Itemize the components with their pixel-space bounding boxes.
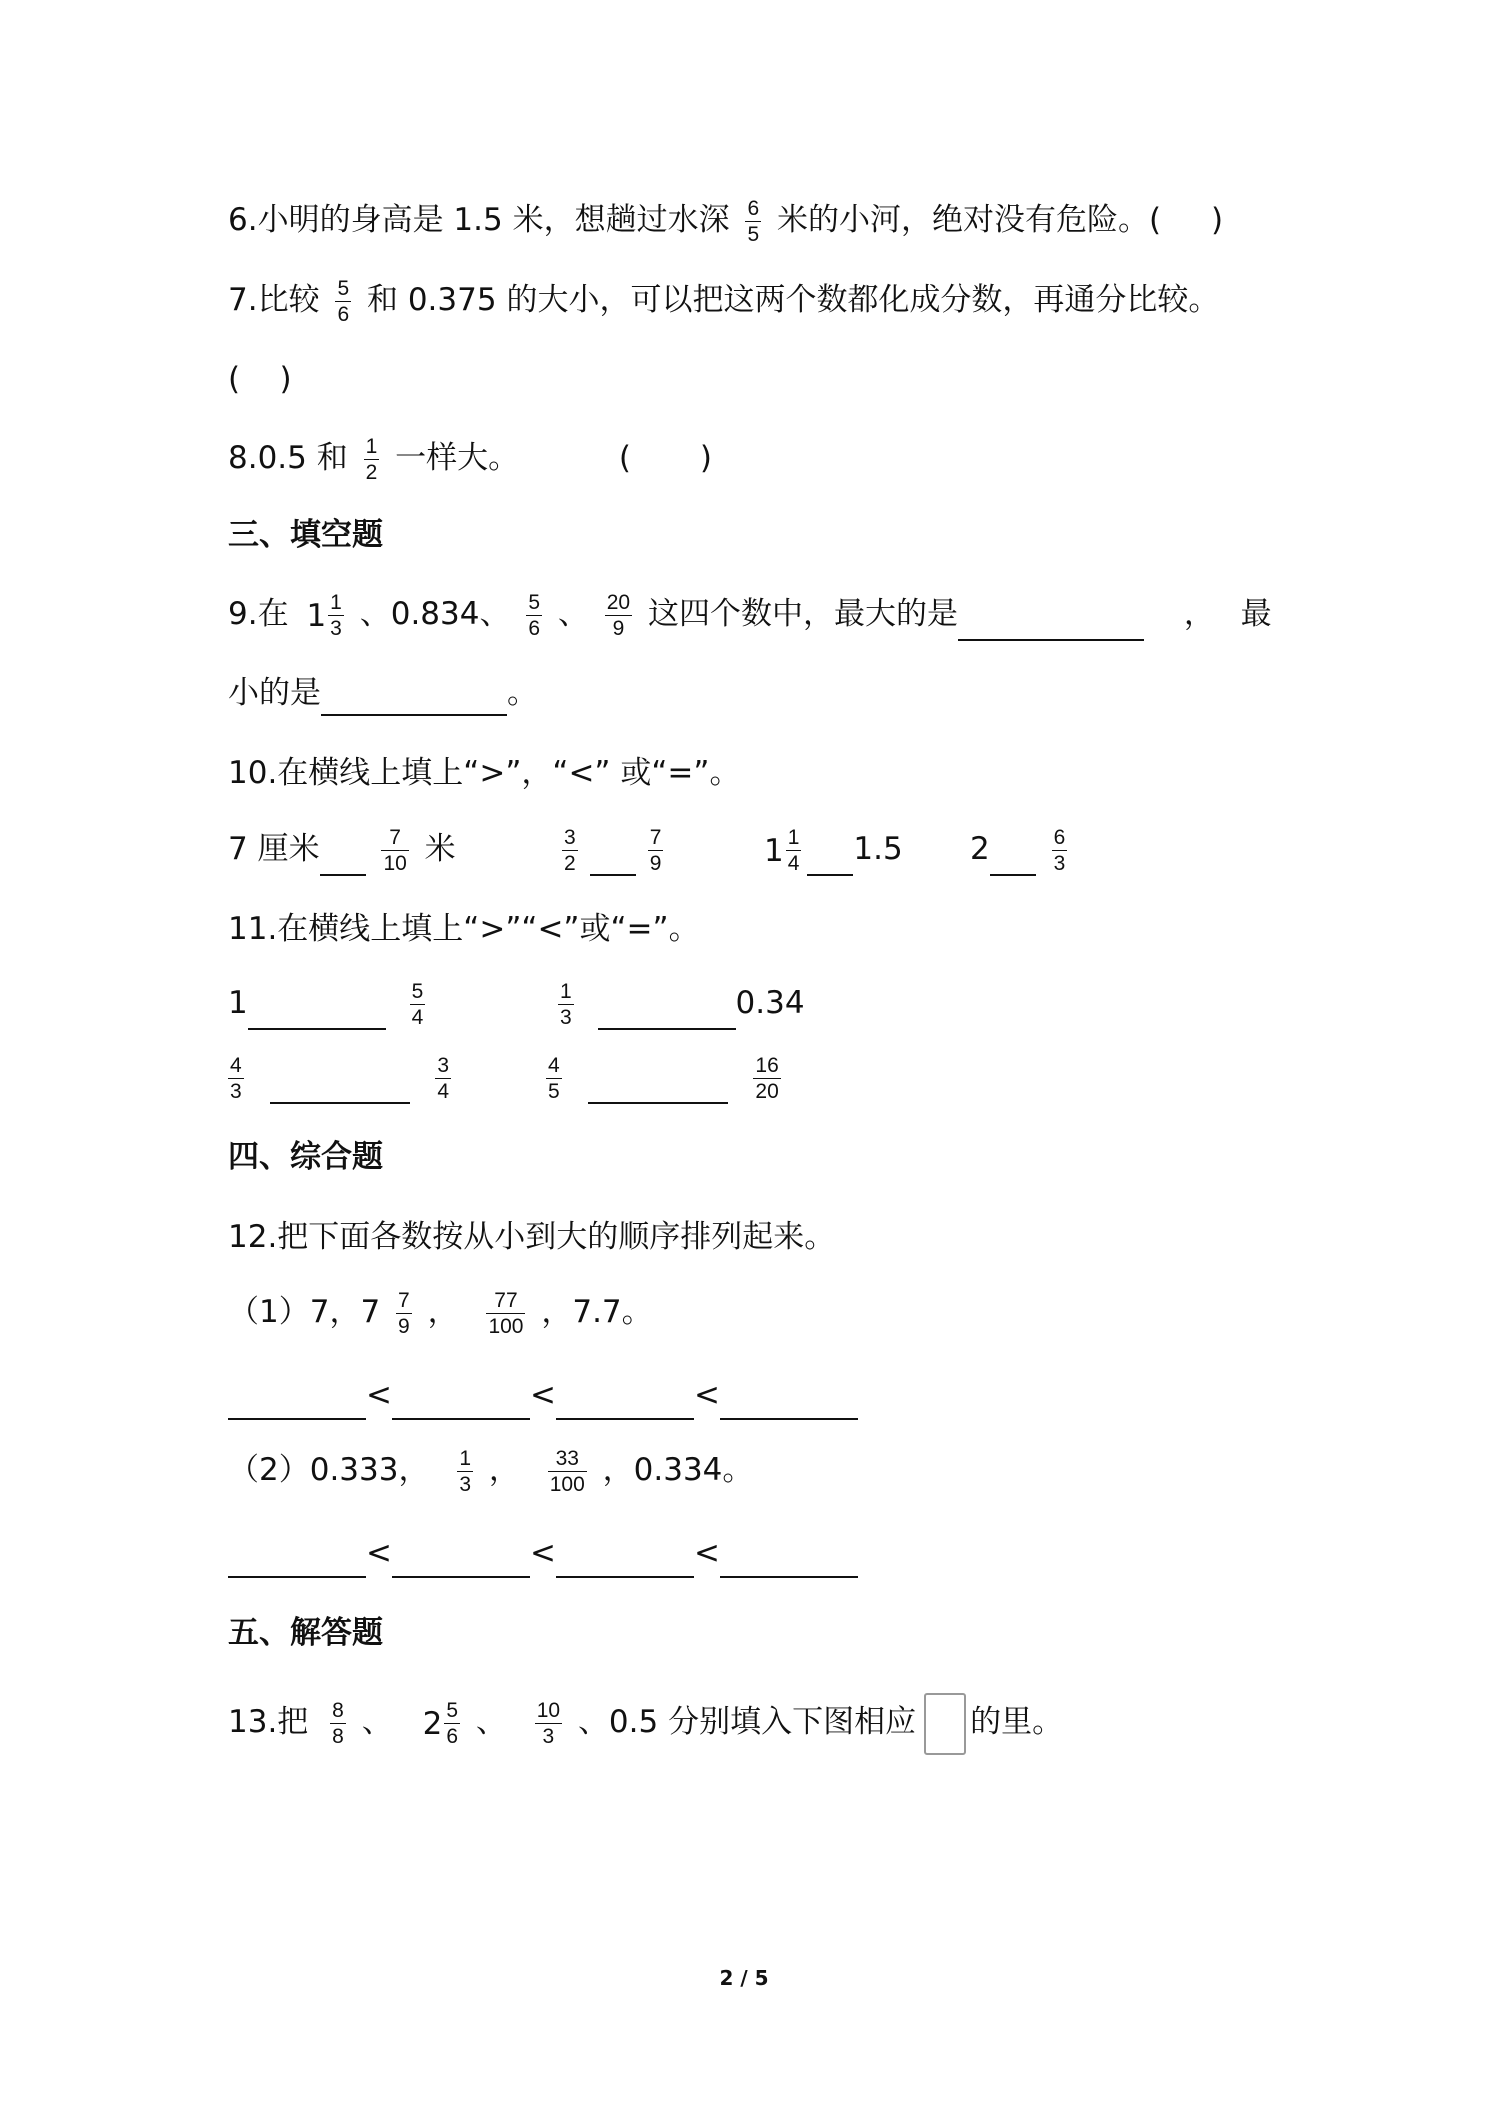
fraction: $\frac{33}{100}$: [549, 1447, 585, 1496]
fraction: $\frac{7}{10}$: [383, 826, 407, 875]
q7-answer-bracket: [228, 356, 292, 402]
answer-blank[interactable]: [248, 994, 386, 1030]
question-12: 12.把下面各数按从小到大的顺序排列起来。: [228, 1219, 836, 1255]
question-9: [228, 590, 1272, 640]
number: 1.5: [853, 831, 903, 867]
q11-item-a: [228, 978, 431, 1028]
question-10: 10.在横线上填上“>”，“<” 或“=”。: [228, 755, 741, 791]
question-6: [228, 196, 1224, 246]
fraction: $\frac{77}{100}$: [488, 1289, 524, 1338]
fraction: $\frac{5}{4}$: [411, 980, 424, 1029]
page-number: 2 / 5: [719, 1966, 769, 1990]
answer-blank[interactable]: [392, 1542, 530, 1578]
q9-text: 小的是: [228, 675, 321, 711]
q12-p2-text-post: ，0.334。: [602, 1452, 754, 1488]
answer-blank[interactable]: [556, 1542, 694, 1578]
answer-blank[interactable]: [598, 994, 736, 1030]
number: 0.34: [735, 985, 805, 1021]
q12-p1-text-post: ，7.7。: [541, 1294, 653, 1330]
empty-box-icon: [924, 1693, 966, 1755]
fraction: $\frac{7}{9}$: [398, 1289, 410, 1338]
q12-answer-row-1: [228, 1370, 858, 1420]
fraction: $\frac{3}{4}$: [437, 1054, 450, 1103]
question-13: [228, 1686, 1063, 1758]
separator: 、0.834、: [359, 596, 511, 632]
q6-text: 6.小明的身高是 1.5 米，想趟过水深: [228, 202, 730, 238]
separator: 、: [557, 596, 589, 632]
section-heading-4: 四、综合题: [228, 1139, 383, 1175]
answer-blank[interactable]: [392, 1384, 530, 1420]
answer-blank[interactable]: [320, 840, 366, 876]
separator: 、: [475, 1704, 507, 1740]
answer-bracket: ( ): [228, 361, 292, 397]
q12-p1-text: （1）7，7: [228, 1294, 381, 1330]
fraction: $\frac{8}{8}$: [332, 1699, 344, 1748]
q13-text-post: 、0.5 分别填入下图相应: [577, 1704, 917, 1740]
number: 1: [228, 985, 248, 1021]
q7-text-post: 和 0.375 的大小，可以把这两个数都化成分数，再通分比较。: [366, 282, 1220, 318]
separator: ，: [488, 1452, 520, 1488]
question-8: [228, 434, 713, 484]
q6-bracket-close: ): [1210, 202, 1224, 238]
fraction: $\frac{4}{5}$: [548, 1054, 560, 1103]
question-11: 11.在横线上填上“>”“<”或“=”。: [228, 911, 700, 947]
answer-blank[interactable]: [556, 1384, 694, 1420]
separator: ，: [427, 1294, 459, 1330]
less-than: <: [693, 1535, 720, 1571]
q11-item-b: [552, 978, 805, 1028]
mixed-number-int: 1: [764, 832, 784, 869]
q7-text: 7.比较: [228, 282, 320, 318]
fraction: $\frac{1}{3}$: [330, 591, 342, 640]
answer-blank[interactable]: [270, 1068, 410, 1104]
fraction: $\frac{3}{2}$: [564, 826, 576, 875]
answer-bracket: ( ): [618, 440, 713, 476]
fraction: $\frac{1}{3}$: [560, 980, 572, 1029]
section-heading-5: 五、解答题: [228, 1615, 383, 1651]
answer-blank[interactable]: [590, 840, 636, 876]
fraction: $\frac{6}{3}$: [1053, 826, 1066, 875]
unit: 米: [424, 831, 456, 867]
less-than: <: [693, 1377, 720, 1413]
period: 。: [507, 675, 538, 711]
answer-blank[interactable]: [228, 1384, 366, 1420]
section-heading-3: 三、填空题: [228, 517, 383, 553]
less-than: <: [529, 1377, 556, 1413]
less-than: <: [366, 1535, 392, 1571]
fraction: $\frac{5}{6}$: [337, 277, 350, 326]
q8-text: 8.0.5 和: [228, 440, 348, 476]
q13-text: 13.把: [228, 1704, 309, 1740]
fraction: $\frac{1}{2}$: [365, 435, 378, 484]
q13-text-end: 的里。: [970, 1704, 1064, 1740]
number: 2: [970, 831, 990, 867]
q8-text-post: 一样大。: [395, 440, 520, 476]
q6-text-post: 米的小河，绝对没有危险。(: [777, 202, 1162, 238]
fraction: $\frac{1}{4}$: [787, 826, 800, 875]
answer-blank[interactable]: [588, 1068, 728, 1104]
fraction: $\frac{6}{5}$: [747, 197, 760, 246]
answer-blank[interactable]: [321, 680, 507, 716]
fraction: $\frac{10}{3}$: [536, 1699, 561, 1748]
fraction: $\frac{16}{20}$: [755, 1054, 779, 1103]
less-than: <: [529, 1535, 556, 1571]
answer-blank[interactable]: [720, 1542, 858, 1578]
less-than: <: [366, 1377, 392, 1413]
mixed-number-int: 1: [306, 597, 327, 634]
fraction: $\frac{5}{6}$: [446, 1699, 458, 1748]
question-9-line-2: [228, 670, 538, 716]
q10-a-text: 7 厘米: [228, 831, 320, 867]
q12-p2-text: （2）0.333，: [228, 1452, 430, 1488]
q12-part-1: [228, 1284, 653, 1340]
q12-answer-row-2: [228, 1528, 858, 1578]
q9-text-post: 这四个数中，最大的是: [647, 596, 958, 632]
answer-blank[interactable]: [807, 840, 853, 876]
fraction: $\frac{20}{9}$: [606, 591, 631, 640]
q9-text: 9.在: [228, 596, 289, 632]
question-7: [228, 276, 1220, 326]
q11-item-c: [222, 1052, 457, 1102]
fraction: $\frac{5}{6}$: [528, 591, 541, 640]
answer-blank[interactable]: [720, 1384, 858, 1420]
q12-part-2: [228, 1442, 753, 1498]
answer-blank[interactable]: [958, 605, 1144, 641]
q11-item-d: [540, 1052, 787, 1102]
answer-blank[interactable]: [990, 840, 1036, 876]
fraction: $\frac{7}{9}$: [649, 826, 662, 875]
comma: ，: [1183, 596, 1215, 632]
q10-item-d: [970, 824, 1073, 874]
q10-item-b: [556, 824, 669, 874]
q9-text-end: 最: [1240, 596, 1272, 632]
fraction: $\frac{4}{3}$: [230, 1054, 242, 1103]
q10-item-c: [764, 824, 903, 874]
q10-item-a: [228, 824, 456, 874]
mixed-number-int: 2: [422, 1705, 443, 1742]
separator: 、: [361, 1704, 393, 1740]
answer-blank[interactable]: [228, 1542, 366, 1578]
fraction: $\frac{1}{3}$: [459, 1447, 472, 1496]
